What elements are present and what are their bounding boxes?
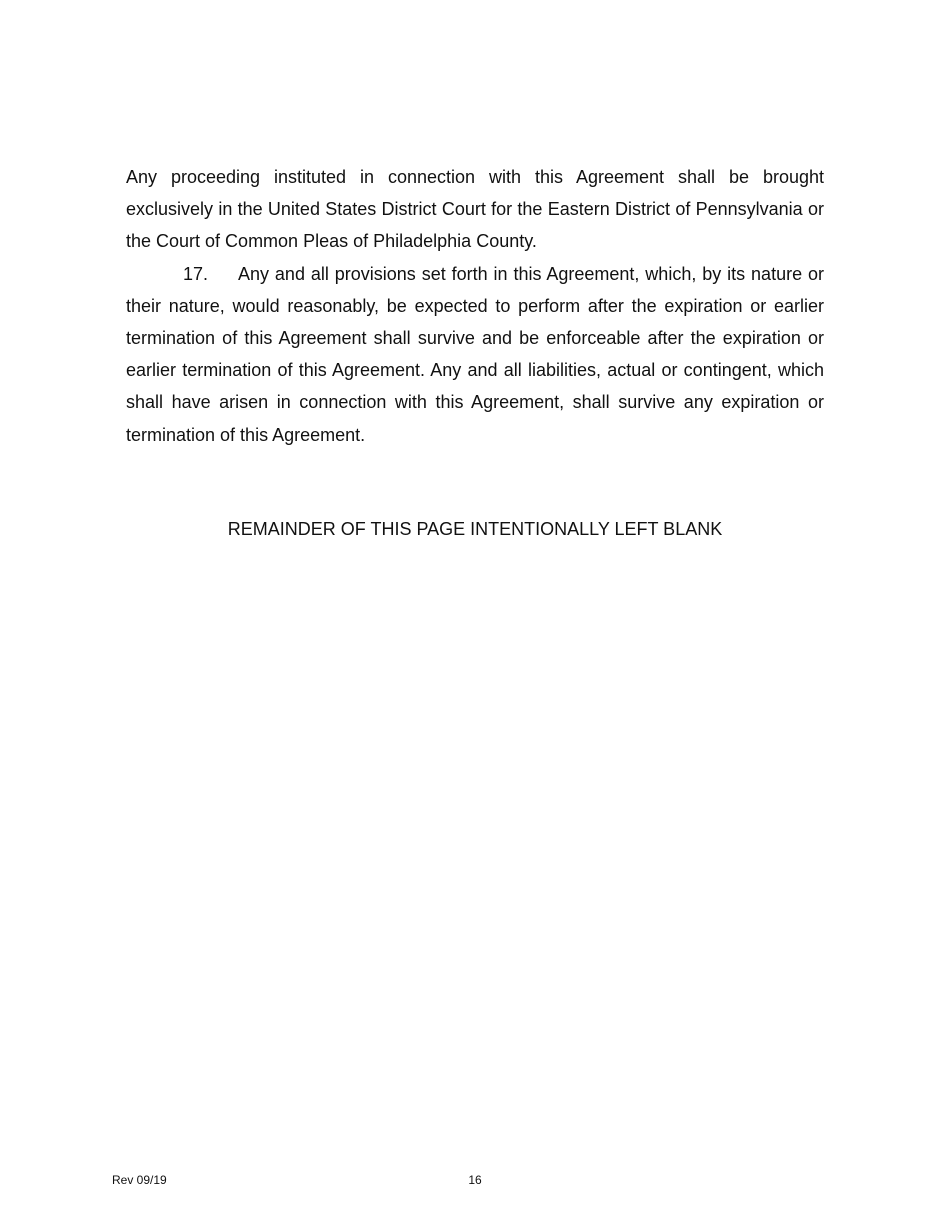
section-17-paragraph — [126, 258, 824, 451]
section-17-text: Any and all provisions set forth in this Agreement, which, by its nature or their nature, would reasonably, be expected to perform after the expiration or earlier termination of this Agreement shall survive and be enforceable after the expiration or earlier termination of this Agreement. Any and all liabilities, actual or contingent, which shall have arisen in connection with this Agreement, shall survive any expiration or termination of this Agreement. — [126, 263, 824, 445]
intentionally-blank-notice: REMAINDER OF THIS PAGE INTENTIONALLY LEFT BLANK — [227, 519, 723, 539]
footer-revision: Rev 09/19 — [112, 1173, 167, 1187]
paragraph-continuation: Any proceeding instituted in connection with this Agreement shall be brought exclusively in the United States District Court for the Eastern District of Pennsylvania or the Court of Common Pleas of Philadelphia County. — [126, 167, 824, 252]
footer-page-number: 16 — [468, 1173, 482, 1187]
section-17-number: 17. — [183, 263, 209, 284]
body-text — [126, 161, 824, 451]
